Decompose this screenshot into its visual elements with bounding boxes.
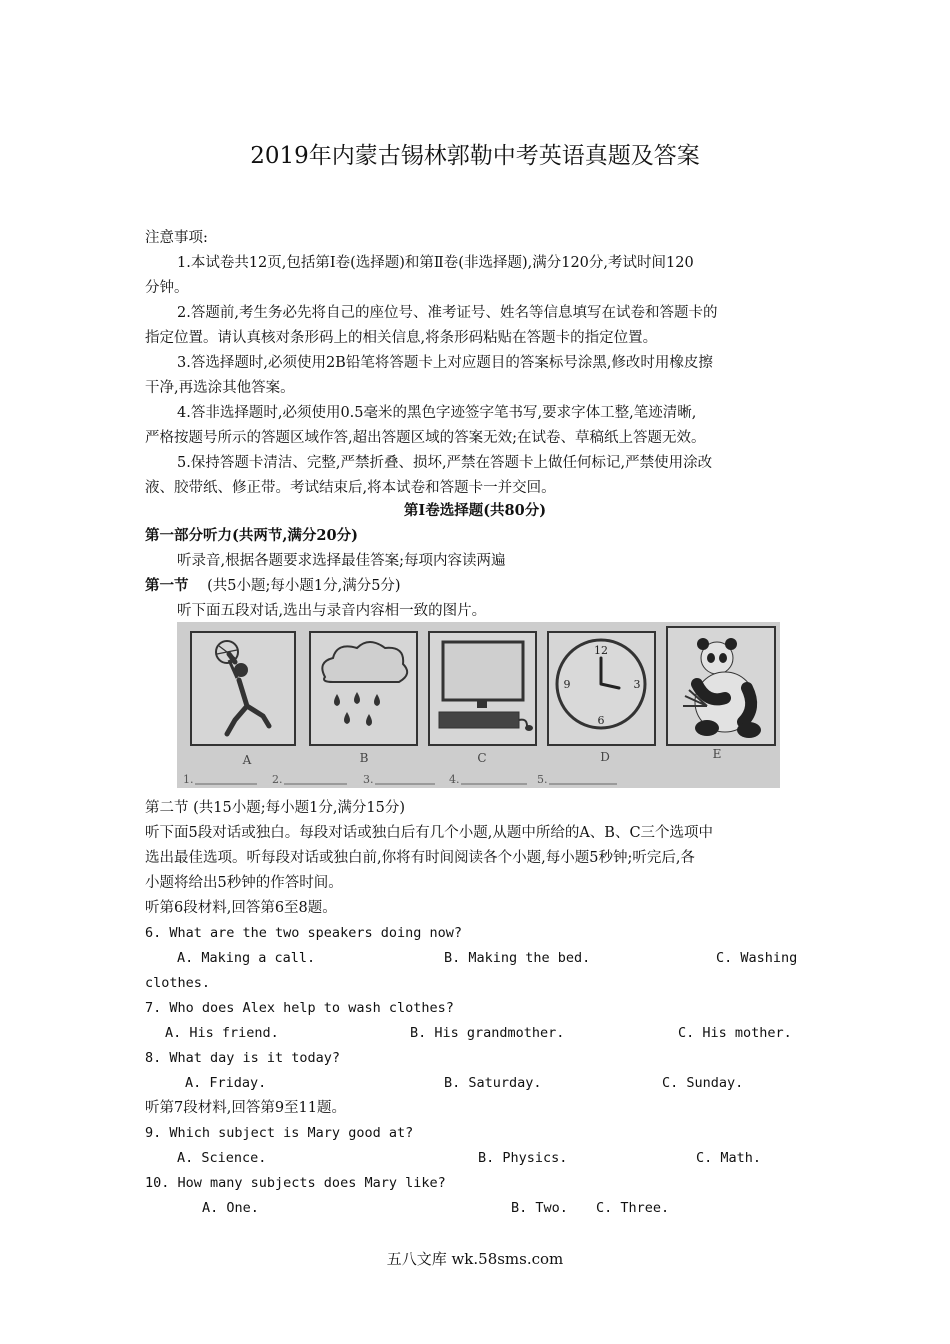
question-7-stem: 7. Who does Alex help to wash clothes?	[145, 1000, 454, 1016]
question-8-option-a: A. Friday.	[185, 1075, 267, 1091]
question-10-stem: 10. How many subjects does Mary like?	[145, 1175, 446, 1191]
question-10-option-b: B. Two.	[511, 1200, 568, 1216]
basketball-player-picture	[191, 632, 295, 745]
note-line: 液、胶带纸、修正带。考试结束后,将本试卷和答题卡一并交回。	[145, 480, 556, 496]
material-7-heading: 听第7段材料,回答第9至11题。	[145, 1100, 347, 1116]
notes-heading: 注意事项:	[145, 230, 208, 246]
note-line: 分钟。	[145, 280, 189, 296]
answer-blank: 3.	[363, 773, 374, 786]
material-6-heading: 听第6段材料,回答第6至8题。	[145, 900, 337, 916]
picture-label: C	[477, 751, 487, 765]
clock-number: 6	[597, 714, 605, 727]
note-line: 严格按题号所示的答题区域作答,超出答题区域的答案无效;在试卷、草稿纸上答题无效。	[145, 430, 706, 446]
listening-picture-strip	[177, 622, 780, 788]
note-line: 指定位置。请认真核对条形码上的相关信息,将条形码粘贴在答题卡的指定位置。	[145, 330, 658, 346]
section1-info: (共5小题;每小题1分,满分5分)	[207, 578, 401, 594]
question-8-option-c: C. Sunday.	[662, 1075, 744, 1091]
section2-instruction: 小题将给出5秒钟的作答时间。	[145, 875, 343, 891]
note-line: 1.本试卷共12页,包括第Ⅰ卷(选择题)和第Ⅱ卷(非选择题),满分120分,考试时间120	[177, 255, 694, 271]
section2-instruction: 听下面5段对话或独白。每段对话或独白后有几个小题,从题中所给的A、B、C三个选项中	[145, 825, 714, 841]
part1-intro: 听录音,根据各题要求选择最佳答案;每项内容读两遍	[177, 553, 506, 569]
note-line: 5.保持答题卡清洁、完整,严禁折叠、损坏,严禁在答题卡上做任何标记,严禁使用涂改	[177, 455, 713, 471]
note-line: 干净,再选涂其他答案。	[145, 380, 295, 396]
section2-heading: 第二节 (共15小题;每小题1分,满分15分)	[145, 800, 406, 816]
question-8-option-b: B. Saturday.	[444, 1075, 542, 1091]
section1-label: 第一节	[145, 577, 189, 594]
clock-number: 3	[633, 678, 641, 691]
clock-number: 9	[563, 678, 571, 691]
question-7-option-a: A. His friend.	[165, 1025, 279, 1041]
question-6-option-c-cont: clothes.	[145, 975, 211, 991]
question-6-stem: 6. What are the two speakers doing now?	[145, 925, 462, 941]
question-7-option-b: B. His grandmother.	[410, 1025, 565, 1041]
section2-instruction: 选出最佳选项。听每段对话或独白前,你将有时间阅读各个小题,每小题5秒钟;听完后,各	[145, 850, 695, 866]
note-line: 3.答选择题时,必须使用2B铅笔将答题卡上对应题目的答案标号涂黑,修改时用橡皮擦	[177, 355, 713, 371]
part1-heading: 第一部分听力(共两节,满分20分)	[145, 527, 358, 544]
question-9-option-c: C. Math.	[696, 1150, 762, 1166]
section1-instruction: 听下面五段对话,选出与录音内容相一致的图片。	[177, 603, 487, 619]
question-9-option-b: B. Physics.	[478, 1150, 568, 1166]
question-8-stem: 8. What day is it today?	[145, 1050, 341, 1066]
computer-picture	[429, 632, 536, 745]
clock-number: 12	[594, 644, 608, 657]
question-7-option-c: C. His mother.	[678, 1025, 792, 1041]
question-10-option-c: C. Three.	[596, 1200, 670, 1216]
question-10-option-a: A. One.	[202, 1200, 259, 1216]
picture-label: E	[712, 747, 722, 761]
picture-label: D	[600, 750, 610, 764]
question-6-option-c: C. Washing	[716, 950, 798, 966]
question-6-option-a: A. Making a call.	[177, 950, 316, 966]
question-9-stem: 9. Which subject is Mary good at?	[145, 1125, 414, 1141]
section1-line	[145, 576, 401, 596]
question-6-option-b: B. Making the bed.	[444, 950, 591, 966]
picture-label: B	[359, 751, 369, 765]
document-title: 2019年内蒙古锡林郭勒中考英语真题及答案	[250, 143, 700, 169]
clock-picture	[548, 632, 655, 745]
picture-label: A	[242, 753, 252, 767]
note-line: 2.答题前,考生务必先将自己的座位号、准考证号、姓名等信息填写在试卷和答题卡的	[177, 305, 718, 321]
panda-picture	[667, 627, 775, 745]
rain-cloud-picture	[310, 632, 417, 745]
note-line: 4.答非选择题时,必须使用0.5毫米的黑色字迹签字笔书写,要求字体工整,笔迹清晰,	[177, 405, 697, 421]
question-9-option-a: A. Science.	[177, 1150, 267, 1166]
answer-blank: 5.	[537, 773, 548, 786]
answer-blank: 4.	[449, 773, 460, 786]
footer-source: 五八文库 wk.58sms.com	[386, 1250, 564, 1268]
answer-blank: 1.	[183, 773, 194, 786]
volume1-heading: 第Ⅰ卷选择题(共80分)	[403, 502, 547, 519]
answer-blank: 2.	[272, 773, 283, 786]
